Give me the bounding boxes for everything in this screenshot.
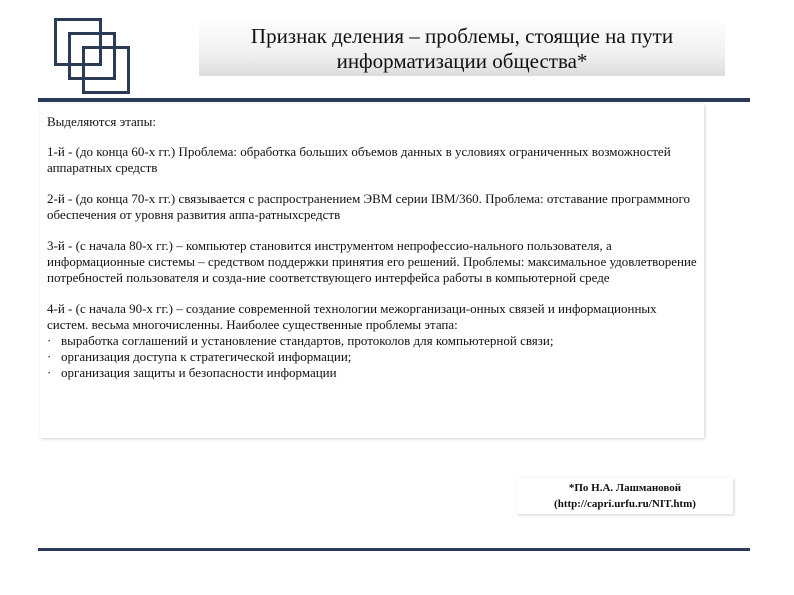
bottom-divider bbox=[38, 548, 750, 551]
top-divider bbox=[38, 98, 750, 102]
bullet-icon: · bbox=[47, 365, 52, 380]
list-item: · организация защиты и безопасности информации bbox=[47, 365, 337, 380]
intro-text: Выделяются этапы: bbox=[47, 114, 156, 129]
slide-title-line-2: информатизации общества* bbox=[336, 49, 588, 73]
slide-title bbox=[199, 22, 725, 76]
stage-1-text: 1-й - (до конца 60-х гг.) Проблема: обработка больших объемов данных в условиях ограниченных возможностей аппаратных средств bbox=[47, 144, 671, 175]
list-item: · организация доступа к стратегической информации; bbox=[47, 349, 352, 364]
logo-squares-icon bbox=[0, 0, 140, 100]
bullet-icon: · bbox=[47, 333, 52, 348]
list-item: · выработка соглашений и установление стандартов, протоколов для компьютерной связи; bbox=[47, 333, 554, 348]
problem-list bbox=[47, 333, 698, 381]
content-panel bbox=[40, 104, 704, 438]
logo-square-3 bbox=[82, 46, 130, 94]
stage-3-text: 3-й - (с начала 80-х гг.) – компьютер становится инструментом непрофессио-нального пользователя, а информационные системы – средством поддержки принятия его решений. Проблемы: максимальное удовлетворение потребностей пользователя и созда-ние соответствующего интерфейса работы в компьютерной среде bbox=[47, 238, 697, 285]
source-url: (http://capri.urfu.ru/NIT.htm) bbox=[554, 498, 696, 510]
source-note bbox=[517, 478, 733, 514]
source-author: *По Н.А. Лашмановой bbox=[568, 482, 682, 494]
stage-2-text: 2-й - (до конца 70-х гг.) связывается с распространением ЭВМ серии IBM/360. Проблема: отставание программного обеспечения от уровня развития аппа-ратныхсредств bbox=[47, 191, 691, 222]
bullet-icon: · bbox=[47, 349, 52, 364]
stage-4-text: 4-й - (с начала 90-х гг.) – создание современной технологии межорганизаци-онных связей и информационных систем. весьма многочисленны. Наиболее существенные проблемы этапа: bbox=[47, 301, 657, 332]
slide-title-line-1: Признак деления – проблемы, стоящие на пути bbox=[250, 24, 674, 48]
